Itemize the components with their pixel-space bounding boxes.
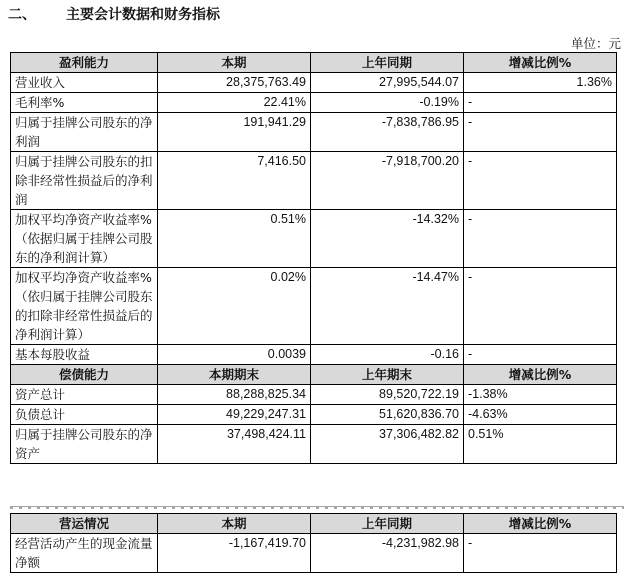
current-value: 28,375,763.49 [158, 73, 311, 93]
row-label: 归属于挂牌公司股东的净资产 [11, 425, 158, 464]
current-value: 7,416.50 [158, 152, 311, 210]
change-value: - [464, 210, 617, 268]
current-value: 191,941.29 [158, 113, 311, 152]
prior-value: 89,520,722.19 [311, 385, 464, 405]
section-title: 主要会计数据和财务指标 [66, 7, 220, 23]
table-header-row [11, 514, 617, 534]
change-value: - [464, 93, 617, 113]
change-value: -1.38% [464, 385, 617, 405]
row-label: 负债总计 [11, 405, 158, 425]
row-label: 资产总计 [11, 385, 158, 405]
current-value: 0.51% [158, 210, 311, 268]
column-header: 增减比例% [464, 53, 617, 73]
prior-value: 37,306,482.82 [311, 425, 464, 464]
section-number: 二、 [8, 7, 36, 23]
prior-value: 27,995,544.07 [311, 73, 464, 93]
table-row [11, 425, 617, 464]
column-header: 上年同期 [311, 514, 464, 534]
prior-value: 51,620,836.70 [311, 405, 464, 425]
row-label: 归属于挂牌公司股东的扣除非经常性损益后的净利润 [11, 152, 158, 210]
section-heading [8, 4, 220, 24]
table-row [11, 73, 617, 93]
prior-value: -0.16 [311, 345, 464, 365]
current-value: -1,167,419.70 [158, 534, 311, 573]
current-value: 22.41% [158, 93, 311, 113]
table-row [11, 210, 617, 268]
prior-value: -0.19% [311, 93, 464, 113]
column-header: 上年期末 [311, 365, 464, 385]
table-row [11, 385, 617, 405]
table-header-row [11, 365, 617, 385]
table-row [11, 152, 617, 210]
prior-value: -7,838,786.95 [311, 113, 464, 152]
column-header: 增减比例% [464, 365, 617, 385]
change-value: - [464, 152, 617, 210]
current-value: 37,498,424.11 [158, 425, 311, 464]
profitability-table [10, 52, 617, 464]
change-value: - [464, 113, 617, 152]
column-header: 本期 [158, 514, 311, 534]
row-label: 基本每股收益 [11, 345, 158, 365]
row-label: 归属于挂牌公司股东的净利润 [11, 113, 158, 152]
column-header: 本期期末 [158, 365, 311, 385]
column-header: 增减比例% [464, 514, 617, 534]
table-row [11, 345, 617, 365]
column-header: 营运情况 [11, 514, 158, 534]
change-value: 1.36% [464, 73, 617, 93]
unit-label: 单位：元 [570, 36, 621, 51]
current-value: 88,288,825.34 [158, 385, 311, 405]
prior-value: -14.47% [311, 268, 464, 345]
table-row [11, 268, 617, 345]
change-value: - [464, 268, 617, 345]
current-value: 49,229,247.31 [158, 405, 311, 425]
row-label: 经营活动产生的现金流量净额 [11, 534, 158, 573]
operations-table [10, 513, 617, 573]
current-value: 0.02% [158, 268, 311, 345]
column-header: 盈利能力 [11, 53, 158, 73]
column-header: 上年同期 [311, 53, 464, 73]
table-row [11, 93, 617, 113]
table-row [11, 534, 617, 573]
current-value: 0.0039 [158, 345, 311, 365]
column-header: 本期 [158, 53, 311, 73]
table-row [11, 405, 617, 425]
change-value: - [464, 345, 617, 365]
change-value: - [464, 534, 617, 573]
row-label: 加权平均净资产收益率%（依归属于挂牌公司股东的扣除非经常性损益后的净利润计算） [11, 268, 158, 345]
change-value: 0.51% [464, 425, 617, 464]
row-label: 毛利率% [11, 93, 158, 113]
table-row [11, 113, 617, 152]
table-header-row [11, 53, 617, 73]
column-header: 偿债能力 [11, 365, 158, 385]
prior-value: -7,918,700.20 [311, 152, 464, 210]
change-value: -4.63% [464, 405, 617, 425]
prior-value: -14.32% [311, 210, 464, 268]
prior-value: -4,231,982.98 [311, 534, 464, 573]
row-label: 加权平均净资产收益率%（依据归属于挂牌公司股东的净利润计算） [11, 210, 158, 268]
page-break-fragment [10, 502, 624, 512]
row-label: 营业收入 [11, 73, 158, 93]
